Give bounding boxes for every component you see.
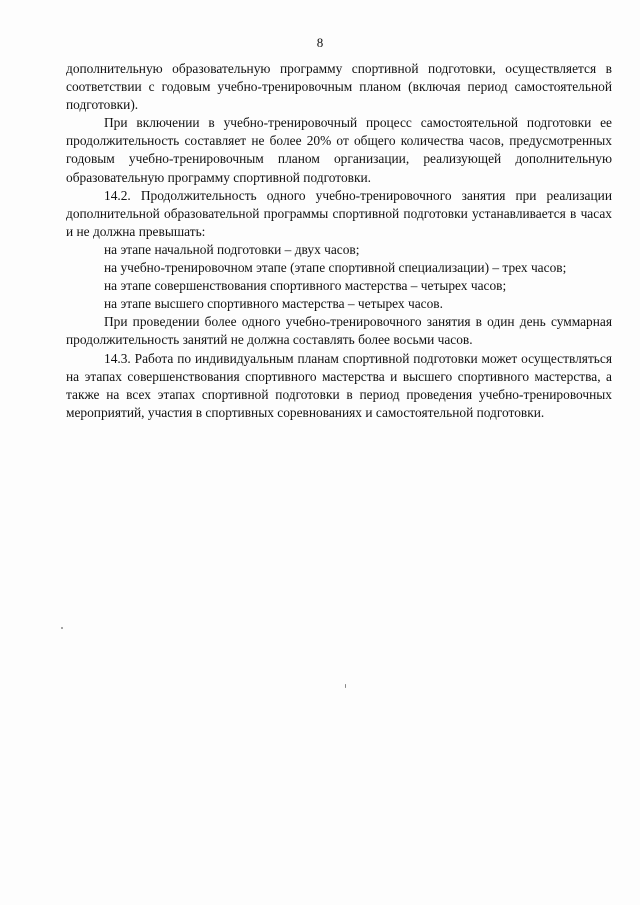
list-item-improvement-stage: на этапе совершенствования спортивного мастерства – четырех часов; bbox=[104, 278, 507, 294]
list-item-training-stage: на учебно-тренировочном этапе (этапе спортивной специализации) – трех часов; bbox=[104, 260, 567, 276]
list-item-higher-stage: на этапе высшего спортивного мастерства – четырех часов. bbox=[104, 296, 443, 312]
body-text bbox=[66, 60, 612, 422]
paragraph-14-3: 14.3. Работа по индивидуальным планам спортивной подготовки может осуществляться на этапах совершенствования спортивного мастерства и высшего спортивного мастерства, а также на всех этапах спортивной подготовки в период проведения учебно-тренировочных мероприятий, участия в спортивных соревнованиях и самостоятельной подготовки. bbox=[66, 350, 612, 420]
list-item-initial-stage: на этапе начальной подготовки – двух часов; bbox=[104, 241, 360, 257]
scan-speck bbox=[345, 684, 346, 688]
paragraph-continuation: дополнительную образовательную программу спортивной подготовки, осуществляется в соответствии с годовым учебно-тренировочным планом (включая период самостоятельной подготовки). bbox=[66, 61, 612, 113]
paragraph-14-2: 14.2. Продолжительность одного учебно-тренировочного занятия при реализации дополнительной образовательной программы спортивной подготовки устанавливается в часах и не должна превышать: bbox=[66, 187, 612, 239]
page-number: 8 bbox=[316, 35, 324, 50]
paragraph-self-training: При включении в учебно-тренировочный процесс самостоятельной подготовки ее продолжительность составляет не более 20% от общего количества часов, предусмотренных годовым учебно-тренировочным планом организации, реализующей дополнительную образовательную программу спортивной подготовки. bbox=[66, 115, 612, 185]
paragraph-daily-limit: При проведении более одного учебно-тренировочного занятия в один день суммарная продолжительность занятий не должна составлять более восьми часов. bbox=[66, 314, 612, 348]
scan-speck bbox=[61, 627, 63, 629]
